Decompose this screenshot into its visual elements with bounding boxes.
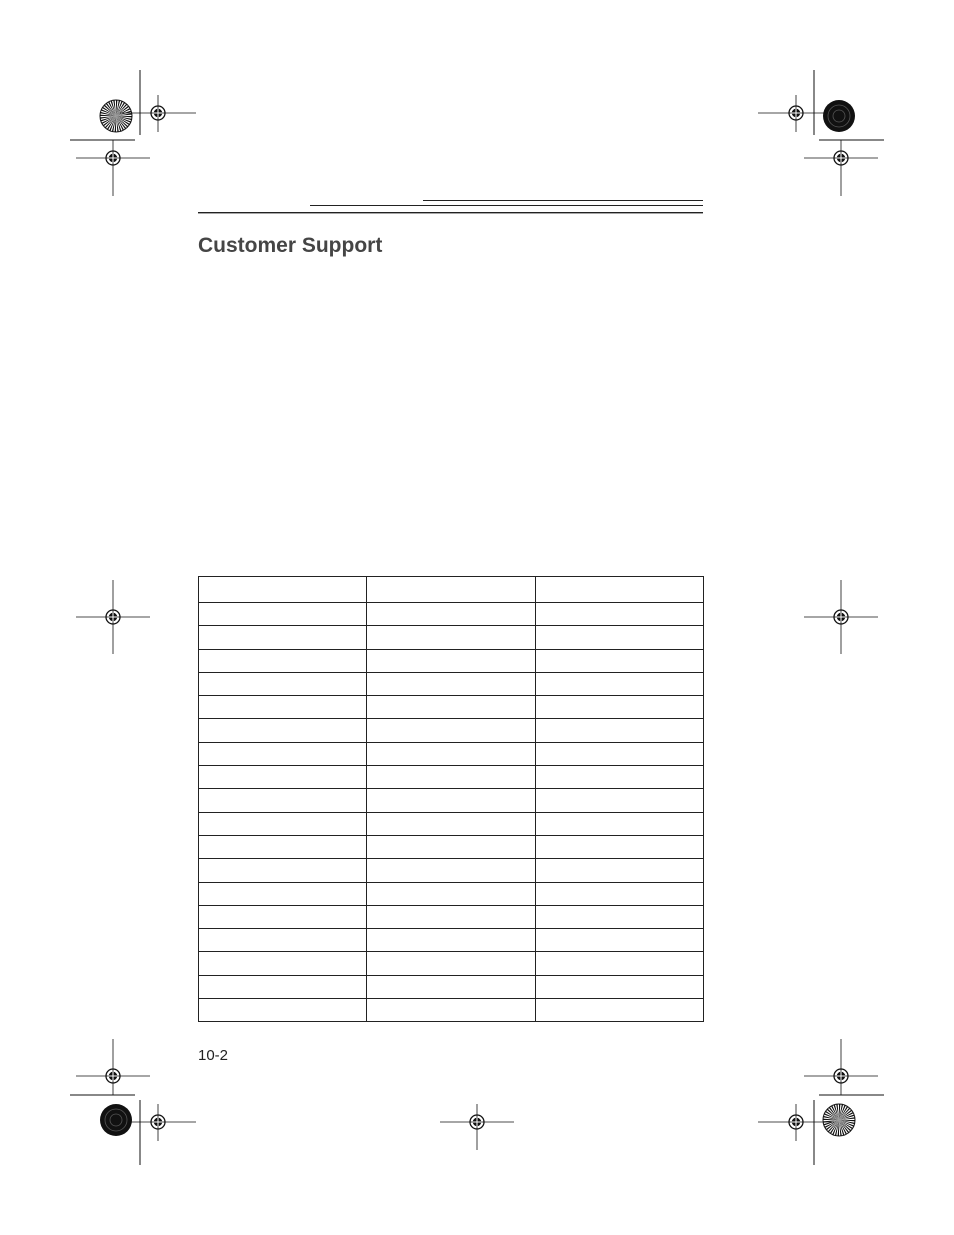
table-cell	[199, 975, 367, 998]
table-cell	[199, 929, 367, 952]
table-row	[199, 929, 704, 952]
table-cell	[367, 859, 535, 882]
table-cell	[535, 626, 703, 649]
table-cell	[367, 835, 535, 858]
table-cell	[535, 766, 703, 789]
table-row	[199, 626, 704, 649]
table-row	[199, 835, 704, 858]
table-cell	[199, 742, 367, 765]
table-cell	[367, 905, 535, 928]
table-cell	[367, 577, 535, 603]
starburst-target-icon	[100, 100, 132, 132]
table-cell	[367, 603, 535, 626]
table-cell	[535, 742, 703, 765]
table-cell	[367, 766, 535, 789]
table-cell	[199, 999, 367, 1022]
table-cell	[535, 696, 703, 719]
table-cell	[535, 672, 703, 695]
table-cell	[199, 626, 367, 649]
table-cell	[535, 812, 703, 835]
table-cell	[199, 577, 367, 603]
table-cell	[367, 719, 535, 742]
table-cell	[367, 882, 535, 905]
table-cell	[367, 929, 535, 952]
page-number: 10-2	[198, 1047, 229, 1064]
table-cell	[199, 859, 367, 882]
table-cell	[535, 719, 703, 742]
table-cell	[199, 719, 367, 742]
starburst-target-icon	[823, 1104, 855, 1136]
table-cell	[535, 859, 703, 882]
table-row	[199, 975, 704, 998]
table-cell	[535, 975, 703, 998]
table-cell	[367, 952, 535, 975]
table-row	[199, 789, 704, 812]
table-cell	[367, 672, 535, 695]
table-cell	[535, 929, 703, 952]
table-cell	[199, 696, 367, 719]
table-cell	[199, 789, 367, 812]
table-cell	[199, 649, 367, 672]
table-row	[199, 696, 704, 719]
table-row	[199, 649, 704, 672]
table-row	[199, 672, 704, 695]
table-header-row	[199, 577, 704, 603]
table-cell	[535, 952, 703, 975]
table-row	[199, 999, 704, 1022]
table-cell	[535, 577, 703, 603]
table-cell	[199, 835, 367, 858]
table-cell	[535, 999, 703, 1022]
table-row	[199, 742, 704, 765]
table-cell	[367, 789, 535, 812]
table-cell	[199, 882, 367, 905]
table-cell	[199, 812, 367, 835]
table-row	[199, 603, 704, 626]
table-row	[199, 859, 704, 882]
table-cell	[199, 672, 367, 695]
table-row	[199, 905, 704, 928]
support-table	[198, 576, 704, 1022]
table-cell	[367, 626, 535, 649]
table-row	[199, 812, 704, 835]
page-title: Customer Support	[198, 234, 383, 257]
solid-target-icon	[100, 1104, 132, 1136]
solid-target-icon	[823, 100, 855, 132]
table-cell	[199, 766, 367, 789]
table-cell	[367, 649, 535, 672]
table-cell	[535, 603, 703, 626]
table-cell	[367, 999, 535, 1022]
table-cell	[535, 649, 703, 672]
table-cell	[367, 696, 535, 719]
table-cell	[535, 882, 703, 905]
table-cell	[367, 975, 535, 998]
table-cell	[535, 789, 703, 812]
table-row	[199, 882, 704, 905]
table-row	[199, 766, 704, 789]
table-row	[199, 952, 704, 975]
table-cell	[199, 905, 367, 928]
table-row	[199, 719, 704, 742]
table-cell	[535, 835, 703, 858]
table-cell	[199, 603, 367, 626]
table-cell	[535, 905, 703, 928]
table-cell	[367, 742, 535, 765]
table-cell	[367, 812, 535, 835]
table-cell	[199, 952, 367, 975]
